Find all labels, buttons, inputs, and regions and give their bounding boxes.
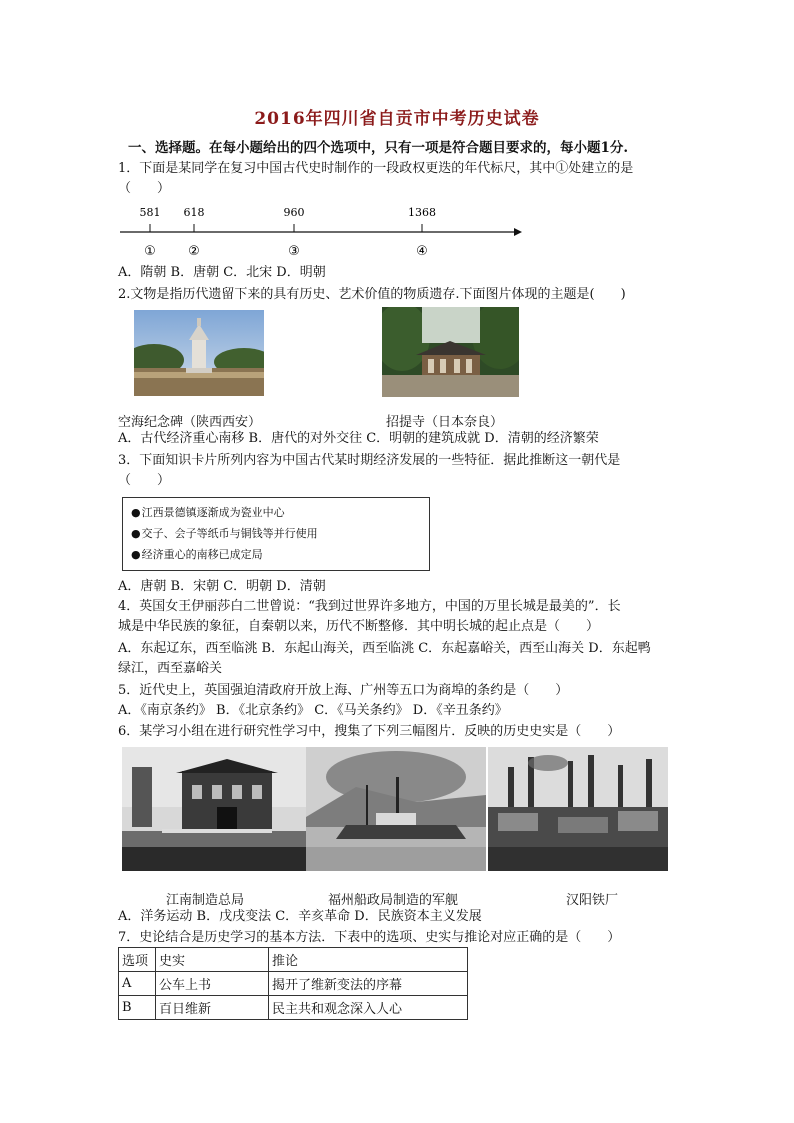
q1-stem: 1．下面是某同学在复习中国古代史时制作的一段政权更迭的年代标尺，其中①处建立的是 bbox=[118, 161, 634, 176]
q6-stem: 6．某学习小组在进行研究性学习中，搜集了下列三幅图片．反映的历史史实是（ ） bbox=[118, 724, 621, 739]
q2-caption-left: 空海纪念碑（陕西西安） bbox=[118, 415, 262, 430]
timeline-year-960: 960 bbox=[283, 206, 305, 219]
table-header-cell: 选项 bbox=[119, 948, 156, 972]
kukai-memorial-photo bbox=[134, 310, 264, 396]
card-item-text: 经济重心的南移已成定局 bbox=[141, 548, 263, 561]
timeline-arrow-icon bbox=[514, 228, 522, 236]
card-item-2 bbox=[131, 525, 318, 541]
table-cell: 揭开了维新变法的序幕 bbox=[269, 972, 468, 996]
timeline-mark-4: ④ bbox=[416, 244, 428, 259]
q6-caption-1: 江南制造总局 bbox=[166, 893, 245, 908]
q7-stem: 7．史论结合是历史学习的基本方法．下表中的选项、史实与推论对应正确的是（ ） bbox=[118, 930, 621, 945]
table-row bbox=[119, 972, 468, 996]
timeline-year-1368: 1368 bbox=[408, 206, 436, 219]
table-cell: B bbox=[119, 996, 156, 1020]
timeline-year-581: 581 bbox=[139, 206, 161, 219]
q3-answer-blank: （ ） bbox=[118, 473, 171, 488]
q3-stem: 3．下面知识卡片所列内容为中国古代某时期经济发展的一些特征．据此推断这一朝代是 bbox=[118, 453, 621, 468]
table-cell: A bbox=[119, 972, 156, 996]
q4-options-line1: A．东起辽东，西至临洮 B．东起山海关，西至临洮 C．东起嘉峪关，西至山海关 D．东起鸭 bbox=[118, 641, 651, 656]
toshodaiji-photo bbox=[382, 307, 519, 397]
bullet-icon: ● bbox=[131, 548, 141, 561]
timeline-mark-2: ② bbox=[188, 244, 200, 259]
table-header-cell: 史实 bbox=[156, 948, 269, 972]
q4-stem-line1: 4．英国女王伊丽莎白二世曾说：“我到过世界许多地方，中国的万里长城是最美的”．长 bbox=[118, 599, 621, 614]
table-cell: 公车上书 bbox=[156, 972, 269, 996]
q1-options: A．隋朝 B．唐朝 C．北宋 D．明朝 bbox=[118, 265, 326, 280]
section-heading: 一、选择题。在每小题给出的四个选项中，只有一项是符合题目要求的，每小题1分. bbox=[128, 140, 629, 156]
q6-caption-2: 福州船政局制造的军舰 bbox=[328, 893, 459, 908]
hanyang-ironworks-photo bbox=[488, 747, 668, 871]
table-header-cell: 推论 bbox=[269, 948, 468, 972]
card-item-text: 江西景德镇逐渐成为瓷业中心 bbox=[141, 506, 285, 519]
card-item-text: 交子、会子等纸币与铜钱等并行使用 bbox=[141, 527, 318, 540]
q1-answer-blank: （ ） bbox=[118, 181, 171, 196]
knowledge-card bbox=[122, 497, 430, 571]
q2-stem: 2.文物是指历代遗留下来的具有历史、艺术价值的物质遗存.下面图片体现的主题是( ) bbox=[118, 287, 626, 302]
page-title: 2016年四川省自贡市中考历史试卷 bbox=[254, 109, 540, 129]
table-cell: 百日维新 bbox=[156, 996, 269, 1020]
timeline-mark-1: ① bbox=[144, 244, 156, 259]
timeline-year-618: 618 bbox=[183, 206, 205, 219]
q6-options: A．洋务运动 B．戊戌变法 C．辛亥革命 D．民族资本主义发展 bbox=[118, 909, 482, 924]
jiangnan-arsenal-photo bbox=[122, 747, 306, 871]
bullet-icon: ● bbox=[131, 506, 141, 519]
timeline-mark-3: ③ bbox=[288, 244, 300, 259]
q7-table bbox=[118, 947, 468, 1020]
card-item-1 bbox=[131, 504, 285, 520]
q3-options: A．唐朝 B．宋朝 C．明朝 D．清朝 bbox=[118, 579, 326, 594]
table-cell: 民主共和观念深入人心 bbox=[269, 996, 468, 1020]
table-header-row bbox=[119, 948, 468, 972]
q2-options: A．古代经济重心南移 B．唐代的对外交往 C．明朝的建筑成就 D．清朝的经济繁荣 bbox=[118, 431, 599, 446]
q5-stem: 5．近代史上，英国强迫清政府开放上海、广州等五口为商埠的条约是（ ） bbox=[118, 683, 569, 698]
q4-options-line2: 绿江，西至嘉峪关 bbox=[118, 661, 223, 676]
card-item-3 bbox=[131, 546, 263, 562]
q4-stem-line2: 城是中华民族的象征，自秦朝以来，历代不断整修．其中明长城的起止点是（ ） bbox=[118, 619, 600, 634]
fuzhou-warship-photo bbox=[306, 747, 486, 871]
q6-caption-3: 汉阳铁厂 bbox=[566, 893, 619, 908]
q1-timeline bbox=[118, 200, 528, 262]
q5-options: A．《南京条约》 B．《北京条约》 C．《马关条约》 D．《辛丑条约》 bbox=[118, 703, 508, 718]
bullet-icon: ● bbox=[131, 527, 141, 540]
table-row bbox=[119, 996, 468, 1020]
q2-caption-right: 招提寺（日本奈良） bbox=[386, 415, 504, 430]
